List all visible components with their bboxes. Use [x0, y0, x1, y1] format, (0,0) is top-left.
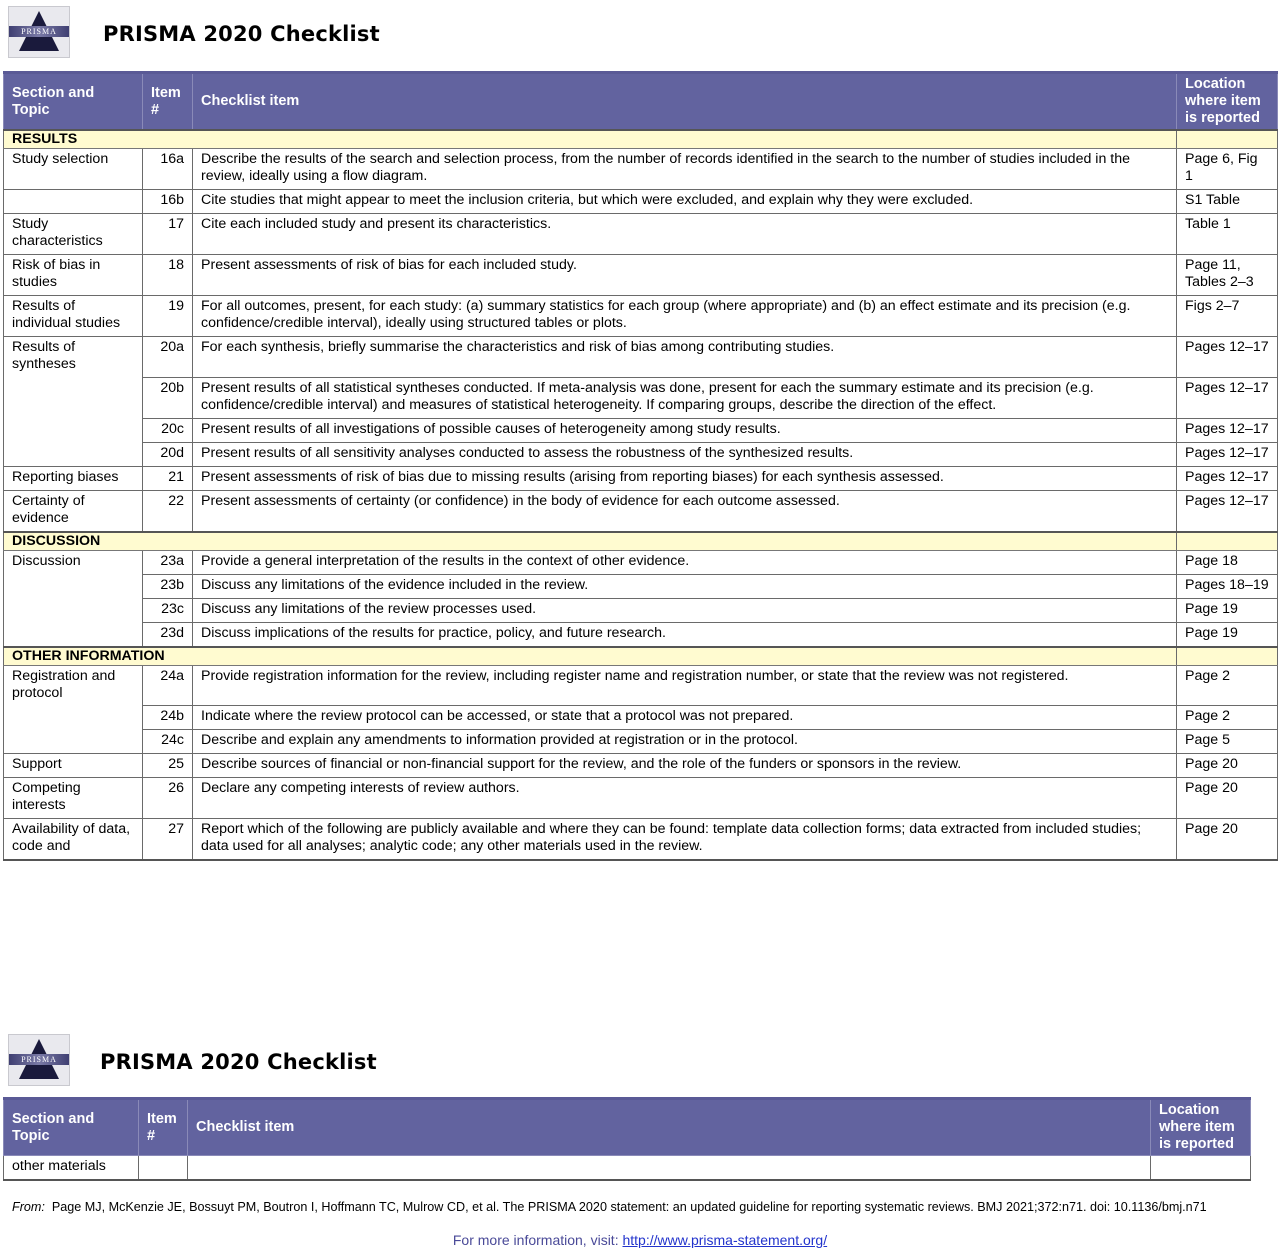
table-row	[4, 214, 1278, 255]
topic-cell	[4, 377, 143, 418]
page-title: PRISMA 2020 Checklist	[100, 1050, 377, 1074]
topic-cell: Results of syntheses	[4, 337, 143, 378]
checklist-text: For all outcomes, present, for each study: (a) summary statistics for each group (where appropriate) and (b) an effect estimate and its precision (e.g. confidence/credible interval), ideally using structured tables or plots.	[193, 296, 1177, 337]
table-row	[4, 819, 1278, 861]
location-cell: Page 19	[1177, 622, 1278, 647]
table-row	[4, 1156, 1251, 1181]
table-row	[4, 337, 1278, 378]
topic-cell	[4, 730, 143, 754]
col-item-number: Item #	[143, 73, 193, 131]
prisma-logo: PRISMA	[8, 6, 70, 58]
table-row	[4, 466, 1278, 490]
checklist-text: Declare any competing interests of review authors.	[193, 778, 1177, 819]
topic-cell: Competing interests	[4, 778, 143, 819]
table-row	[4, 550, 1278, 574]
location-cell: Page 20	[1177, 819, 1278, 861]
location-cell: Page 19	[1177, 598, 1278, 622]
checklist-text: For each synthesis, briefly summarise the characteristics and risk of bias among contributing studies.	[193, 337, 1177, 378]
checklist-text: Present results of all investigations of possible causes of heterogeneity among study results.	[193, 418, 1177, 442]
col-location: Location where item is reported	[1177, 73, 1278, 131]
checklist-text: Provide a general interpretation of the results in the context of other evidence.	[193, 550, 1177, 574]
location-cell: Pages 12–17	[1177, 377, 1278, 418]
item-number: 16a	[143, 149, 193, 190]
table-row	[4, 149, 1278, 190]
section-label: RESULTS	[4, 130, 1177, 149]
item-number: 20a	[143, 337, 193, 378]
checklist-text: Describe the results of the search and selection process, from the number of records identified in the search to the number of studies included in the review, ideally using a flow diagram.	[193, 149, 1177, 190]
checklist-text: Cite each included study and present its characteristics.	[193, 214, 1177, 255]
topic-cell: Availability of data, code and	[4, 819, 143, 861]
from-label: From:	[12, 1200, 45, 1214]
col-section-topic: Section and Topic	[4, 1099, 139, 1156]
item-number: 17	[143, 214, 193, 255]
prisma-logo: PRISMA	[8, 1034, 70, 1086]
item-number: 18	[143, 255, 193, 296]
checklist-text: Describe sources of financial or non-financial support for the review, and the role of the funders or sponsors in the review.	[193, 754, 1177, 778]
checklist-text: Provide registration information for the review, including register name and registration number, or state that the review was not registered.	[193, 665, 1177, 706]
location-cell: Pages 18–19	[1177, 574, 1278, 598]
col-location: Location where item is reported	[1151, 1099, 1251, 1156]
item-number: 23d	[143, 622, 193, 647]
table-row	[4, 296, 1278, 337]
citation-footnote	[12, 1200, 1242, 1215]
location-cell: Page 20	[1177, 778, 1278, 819]
location-cell: Table 1	[1177, 214, 1278, 255]
location-cell: Page 20	[1177, 754, 1278, 778]
topic-cell: Study selection	[4, 149, 143, 190]
topic-cell: Study characteristics	[4, 214, 143, 255]
checklist-text: Present results of all sensitivity analyses conducted to assess the robustness of the synthesized results.	[193, 442, 1177, 466]
section-row-results	[4, 130, 1278, 149]
location-cell: Pages 12–17	[1177, 337, 1278, 378]
topic-cell	[4, 574, 143, 598]
checklist-text: Indicate where the review protocol can be accessed, or state that a protocol was not prepared.	[193, 706, 1177, 730]
checklist-table-continued	[3, 1097, 1251, 1181]
section-label: OTHER INFORMATION	[4, 647, 1177, 666]
section-row-other-information	[4, 647, 1278, 666]
item-number: 20b	[143, 377, 193, 418]
item-number: 24c	[143, 730, 193, 754]
page-header	[8, 6, 1272, 62]
more-info-text: For more information, visit:	[452, 1232, 619, 1248]
table-row	[4, 754, 1278, 778]
item-number: 20c	[143, 418, 193, 442]
more-info-line	[0, 1232, 1280, 1248]
col-checklist-item: Checklist item	[188, 1099, 1151, 1156]
table-row	[4, 490, 1278, 532]
location-cell: Page 5	[1177, 730, 1278, 754]
topic-cell	[4, 706, 143, 730]
col-section-topic: Section and Topic	[4, 73, 143, 131]
topic-cell: Risk of bias in studies	[4, 255, 143, 296]
table-row	[4, 574, 1278, 598]
checklist-text: Cite studies that might appear to meet the inclusion criteria, but which were excluded, and explain why they were excluded.	[193, 190, 1177, 214]
topic-cell: Registration and protocol	[4, 665, 143, 706]
table-row	[4, 190, 1278, 214]
topic-cell	[4, 418, 143, 442]
topic-cell: Certainty of evidence	[4, 490, 143, 532]
location-cell: Pages 12–17	[1177, 442, 1278, 466]
checklist-text: Present assessments of certainty (or confidence) in the body of evidence for each outcome assessed.	[193, 490, 1177, 532]
topic-cell: Discussion	[4, 550, 143, 574]
item-number: 23a	[143, 550, 193, 574]
topic-cell: Reporting biases	[4, 466, 143, 490]
col-checklist-item: Checklist item	[193, 73, 1177, 131]
item-number: 26	[143, 778, 193, 819]
checklist-text	[188, 1156, 1151, 1181]
table-row	[4, 665, 1278, 706]
item-number: 27	[143, 819, 193, 861]
item-number: 24a	[143, 665, 193, 706]
topic-cell: other materials	[4, 1156, 139, 1181]
table-row	[4, 442, 1278, 466]
checklist-text: Present assessments of risk of bias due to missing results (arising from reporting biases) for each synthesis assessed.	[193, 466, 1177, 490]
section-label: DISCUSSION	[4, 532, 1177, 551]
checklist-text: Present assessments of risk of bias for each included study.	[193, 255, 1177, 296]
citation-text: Page MJ, McKenzie JE, Bossuyt PM, Boutron I, Hoffmann TC, Mulrow CD, et al. The PRISMA 2020 statement: an updated guideline for reporting systematic reviews. BMJ 2021;372:n71. doi: 10.1136/bmj.n71	[51, 1200, 1207, 1214]
page-title: PRISMA 2020 Checklist	[103, 22, 380, 46]
item-number	[139, 1156, 188, 1181]
checklist-text: Discuss any limitations of the review processes used.	[193, 598, 1177, 622]
section-row-discussion	[4, 532, 1278, 551]
table-header-row	[4, 73, 1278, 131]
checklist-text: Describe and explain any amendments to information provided at registration or in the protocol.	[193, 730, 1177, 754]
table-header-row	[4, 1099, 1251, 1156]
checklist-table	[3, 71, 1278, 861]
table-row	[4, 730, 1278, 754]
location-cell: Page 11, Tables 2–3	[1177, 255, 1278, 296]
page-header-2	[8, 1034, 1272, 1090]
item-number: 24b	[143, 706, 193, 730]
item-number: 19	[143, 296, 193, 337]
location-cell: Page 6, Fig 1	[1177, 149, 1278, 190]
item-number: 20d	[143, 442, 193, 466]
table-row	[4, 377, 1278, 418]
checklist-text: Present results of all statistical syntheses conducted. If meta-analysis was done, present for each the summary estimate and its precision (e.g. confidence/credible interval) and measures of statistical heterogeneity. If comparing groups, describe the direction of the effect.	[193, 377, 1177, 418]
location-cell: Page 2	[1177, 665, 1278, 706]
checklist-text: Discuss any limitations of the evidence included in the review.	[193, 574, 1177, 598]
location-cell: Page 18	[1177, 550, 1278, 574]
location-cell: Figs 2–7	[1177, 296, 1278, 337]
location-cell: Page 2	[1177, 706, 1278, 730]
table-row	[4, 706, 1278, 730]
item-number: 23b	[143, 574, 193, 598]
topic-cell	[4, 190, 143, 214]
checklist-text: Report which of the following are publicly available and where they can be found: template data collection forms; data extracted from included studies; data used for all analyses; analytic code; any other materials used in the review.	[193, 819, 1177, 861]
item-number: 22	[143, 490, 193, 532]
topic-cell	[4, 622, 143, 647]
col-item-number: Item #	[139, 1099, 188, 1156]
location-cell: Pages 12–17	[1177, 490, 1278, 532]
topic-cell: Results of individual studies	[4, 296, 143, 337]
location-cell: S1 Table	[1177, 190, 1278, 214]
topic-cell: Support	[4, 754, 143, 778]
prisma-website-link[interactable]: http://www.prisma-statement.org/	[622, 1232, 828, 1248]
item-number: 23c	[143, 598, 193, 622]
item-number: 25	[143, 754, 193, 778]
table-row	[4, 622, 1278, 647]
checklist-text: Discuss implications of the results for practice, policy, and future research.	[193, 622, 1177, 647]
location-cell	[1151, 1156, 1251, 1181]
table-row	[4, 418, 1278, 442]
item-number: 16b	[143, 190, 193, 214]
item-number: 21	[143, 466, 193, 490]
location-cell: Pages 12–17	[1177, 418, 1278, 442]
topic-cell	[4, 442, 143, 466]
topic-cell	[4, 598, 143, 622]
table-row	[4, 255, 1278, 296]
table-row	[4, 778, 1278, 819]
location-cell: Pages 12–17	[1177, 466, 1278, 490]
table-row	[4, 598, 1278, 622]
